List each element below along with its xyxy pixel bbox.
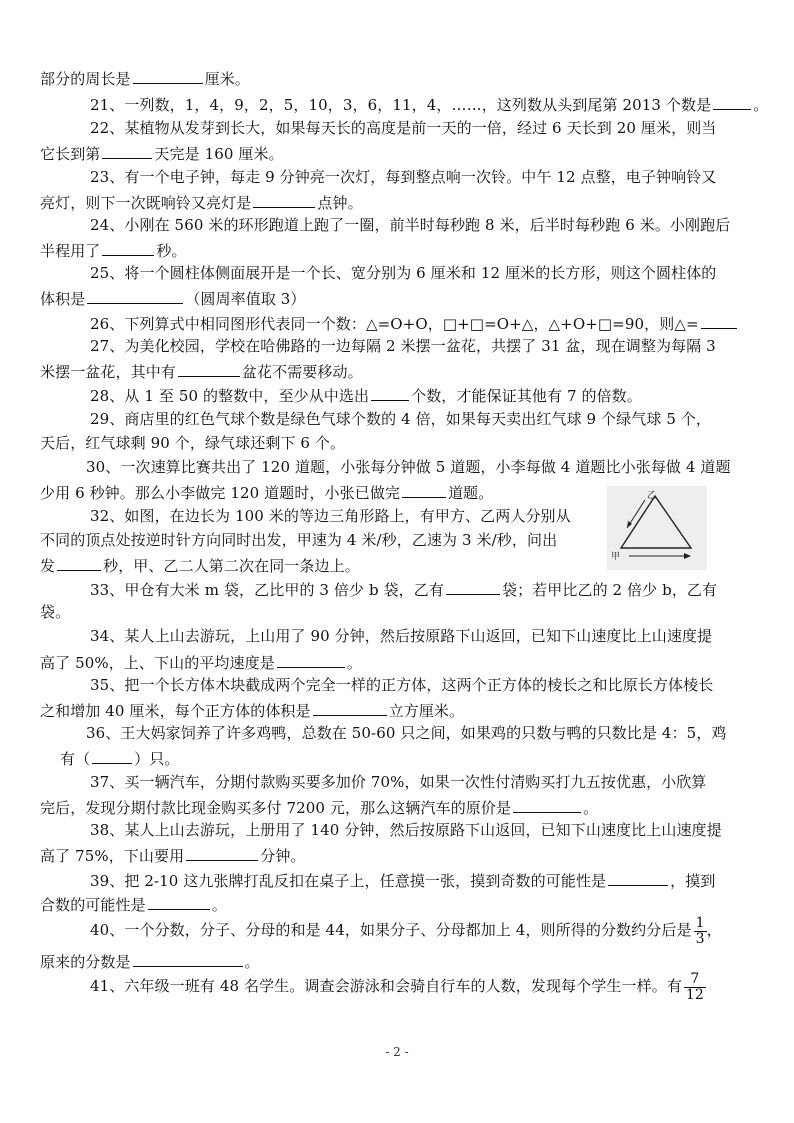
answer-blank [178,361,240,377]
text-line [40,361,363,381]
text-line [90,216,730,234]
line-text: 厘米。 [204,70,250,88]
line-text: 21、一列数，1，4，9，2，5，10，3，6，11，4，……，这列数从头到尾第 2013 个数是 [90,96,712,114]
line-text: 高了 75%，下山要用 [40,847,185,865]
text-line [90,971,706,1003]
figure-top-label: 乙 [647,491,657,501]
text-line [60,748,180,768]
answer-blank [371,385,409,401]
text-line [40,555,360,575]
text-line [40,288,306,308]
answer-blank [446,579,500,595]
line-text: 袋；若甲比乙的 2 倍少 b，乙有 [501,581,718,599]
figure-bottom-label: 甲 [611,552,621,562]
answer-blank [102,240,154,256]
text-line [40,797,598,817]
text-line [40,482,493,502]
line-text: 秒，甲、乙二人第二次在同一条边上。 [103,557,360,575]
text-line [40,192,363,212]
line-text: 立方厘米。 [388,702,465,720]
answer-blank [513,797,581,813]
answer-blank [277,652,345,668]
line-text: 37、买一辆汽车，分期付款购买要多加价 70%，如果一次性付清购买打九五按优惠，小欣算 [90,773,707,791]
line-text: 33、甲仓有大米 m 袋，乙比甲的 3 倍少 b 袋，乙有 [90,581,444,599]
answer-blank [313,700,387,716]
line-text: 。 [583,799,599,817]
line-text: 25、将一个圆柱体侧面展开是一个长、宽分别为 6 厘米和 12 厘米的长方形，则这个圆柱体的 [90,264,717,282]
line-text: 分钟。 [260,847,306,865]
line-text: 。 [346,654,362,672]
line-text: ， [706,921,722,939]
answer-blank [186,845,258,861]
triangle-figure [607,486,707,570]
text-line [40,68,250,88]
line-text: 26、下列算式中相同图形代表同一个数：△=O+O，□+□=O+△，△+O+□=90，则△= [90,315,699,333]
line-text: 28、从 1 至 50 的整数中，至少从中选出 [90,387,370,405]
line-text: 。 [211,896,227,914]
text-line [90,337,716,355]
text-line [90,313,739,333]
answer-blank [701,313,737,329]
text-line [90,870,715,890]
line-text: 36、王大妈家饲养了许多鸡鸭，总数在 50-60 只之间，如果鸡的只数与鸭的只数比是 4：5，鸡 [86,724,727,742]
line-text: 它长到第 [40,145,101,163]
line-text: 原来的分数是 [40,953,131,971]
line-text: 39、把 2-10 这九张牌打乱反扣在桌子上，任意摸一张，摸到奇数的可能性是 [90,872,607,890]
line-text: 之和增加 40 厘米，每个正方体的体积是 [40,702,311,720]
text-line [40,951,260,971]
text-line [40,240,187,260]
line-text: 有（ [60,750,91,768]
line-text: 盆花不需要移动。 [241,363,363,381]
answer-blank [87,288,183,304]
line-text: 30、一次速算比赛共出了 120 道题，小张每分钟做 5 道题，小李每做 4 道题比小张每做 4 道题 [86,458,731,476]
answer-blank [713,94,751,110]
answer-blank [148,894,210,910]
line-text: 高了 50%，上、下山的平均速度是 [40,654,275,672]
line-text: 天完是 160 厘米。 [154,145,284,163]
fraction-denominator: 12 [685,986,704,1003]
text-line [90,385,642,405]
text-line [40,894,227,914]
line-text: 道题。 [448,484,494,502]
answer-blank [402,482,446,498]
line-text: 袋。 [40,603,71,621]
text-line [40,531,557,549]
text-line [90,676,713,694]
line-text: 24、小刚在 560 米的环形跑道上跑了一圈，前半时每秒跑 8 米，后半时每秒跑 6 米。小刚跑后 [90,216,731,234]
line-text: 32、如图，在边长为 100 米的等边三角形路上，有甲方、乙两人分别从 [90,507,571,525]
line-text: 点钟。 [317,194,363,212]
fraction-numerator: 7 [684,972,706,988]
text-line [86,724,727,742]
line-text: 29、商店里的红色气球个数是绿色气球个数的 4 倍，如果每天卖出红气球 9 个绿气球 5 个， [90,410,712,428]
line-text: 合数的可能性是 [40,896,146,914]
text-line [90,773,707,791]
line-text: 个数，才能保证其他有 7 的倍数。 [411,387,642,405]
text-line [90,94,768,114]
line-text: 半程用了 [40,242,101,260]
line-text: 22、某植物从发芽到长大，如果每天长的高度是前一天的一倍，经过 6 天长到 20 厘米，则当 [90,119,717,137]
line-text: 完后，发现分期付款比现金购买多付 7200 元，那么这辆汽车的原价是 [40,799,512,817]
text-line [90,119,716,137]
line-text: 发 [40,557,56,575]
line-text: 。 [244,953,260,971]
text-line [86,458,731,476]
line-text: 亮灯，则下一次既响铃又亮灯是 [40,194,252,212]
line-text: ，摸到 [670,872,716,890]
text-line [90,168,716,186]
line-text: 秒。 [156,242,187,260]
text-line [40,603,70,621]
line-text: 34、某人上山去游玩，上山用了 90 分钟，然后按原路下山返回，已知下山速度比上山速度提 [90,627,713,645]
text-line [90,627,712,645]
page-number: - 2 - [385,1045,409,1059]
answer-blank [133,951,243,967]
line-text: 38、某人上山去游玩，上册用了 140 分钟，然后按原路下山返回，已知下山速度比上山速度提 [90,821,722,839]
line-text: 。 [753,96,769,114]
line-text: 35、把一个长方体木块截成两个完全一样的正方体，这两个正方体的棱长之和比原长方体棱长 [90,676,714,694]
answer-blank [102,143,152,159]
line-text: 23、有一个电子钟，每走 9 分钟亮一次灯，每到整点响一次铃。中午 12 点整，电子钟响铃又 [90,168,717,186]
line-text: （圆周率值取 3） [185,290,306,308]
line-text: ）只。 [134,750,180,768]
fraction-numerator: 1 [695,914,705,931]
line-text: 少用 6 秒钟。那么小李做完 120 道题时，小张已做完 [40,484,401,502]
text-line [90,410,711,428]
answer-blank [92,748,132,764]
line-text: 40、一个分数，分子、分母的和是 44，如果分子、分母都加上 4，则所得的分数约分后是 [90,921,692,939]
answer-blank [57,555,101,571]
line-text: 41、六年级一班有 48 名学生。调查会游泳和会骑自行车的人数，发现每个学生一样。有 [90,977,682,995]
fraction-denominator: 3 [695,930,705,947]
text-line [40,143,284,163]
line-text: 天后，红气球剩 90 个，绿气球还剩下 6 个。 [40,434,346,452]
text-line [90,915,722,947]
answer-blank [133,68,203,84]
text-line [40,652,362,672]
line-text: 27、为美化校园，学校在哈佛路的一边每隔 2 米摆一盆花，共摆了 31 盆，现在调整为每隔 3 [90,337,716,355]
text-line [40,700,464,720]
line-text: 米摆一盆花，其中有 [40,363,176,381]
line-text: 体积是 [40,290,86,308]
line-text: 部分的周长是 [40,70,131,88]
fraction [694,916,707,947]
answer-blank [608,870,668,886]
answer-blank [253,192,315,208]
text-line [40,434,345,452]
text-line [90,507,571,525]
line-text: 不同的顶点处按逆时针方向同时出发，甲速为 4 米/秒，乙速为 3 米/秒，问出 [40,531,558,549]
text-line [90,821,722,839]
fraction [684,972,706,1003]
text-line [90,579,717,599]
text-line [40,845,306,865]
text-line [90,264,716,282]
